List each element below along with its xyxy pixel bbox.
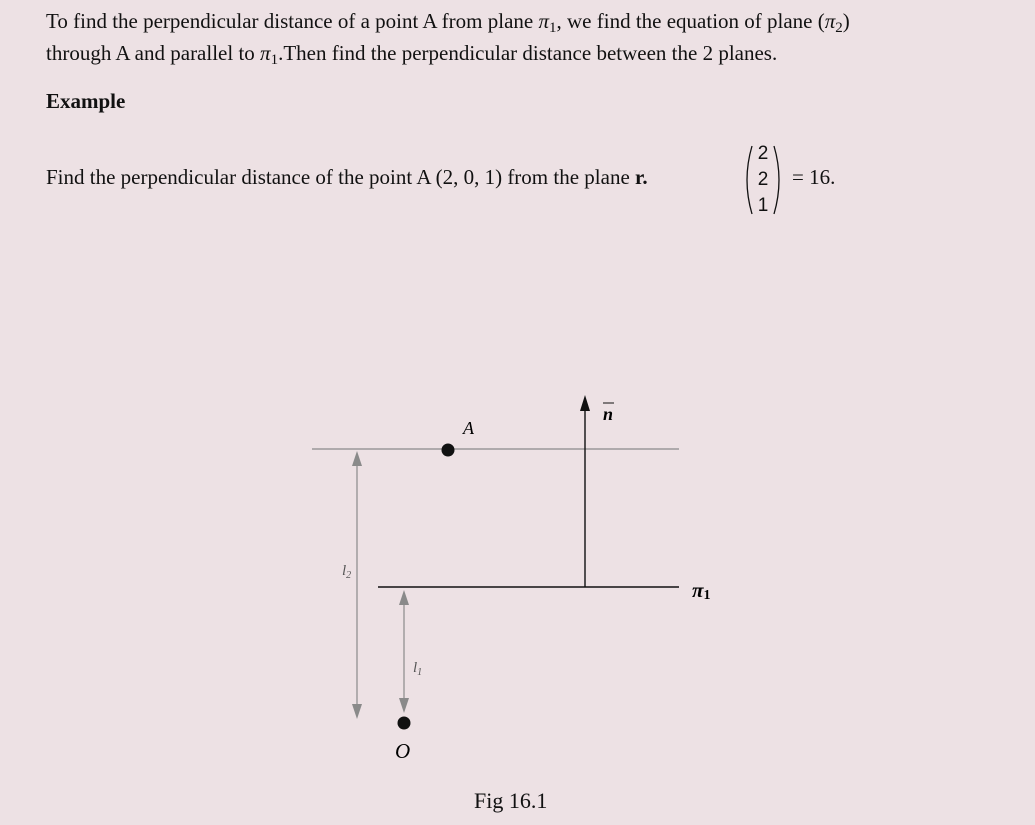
pi-subscript: 1 (549, 20, 557, 36)
pi-symbol: π (538, 9, 549, 33)
intro-text: .Then find the perpendicular distance between the 2 planes. (278, 41, 778, 65)
label-l2: $l_2$ (342, 563, 352, 581)
l2-arrowhead-up (352, 451, 362, 466)
l2-arrowhead-down (352, 704, 362, 719)
vector-entry: 2 (757, 143, 769, 164)
pi-symbol: π (824, 9, 836, 33)
example-heading: Example (46, 89, 126, 113)
label-A: A (463, 418, 474, 438)
intro-text: To find the perpendicular distance of a point A from plane (46, 9, 539, 33)
l1-arrowhead-down (399, 698, 409, 713)
l1-arrowhead-up (399, 590, 409, 605)
vector-entry: 1 (757, 195, 769, 216)
intro-text: ) (842, 9, 850, 33)
label-pi1: π1 (692, 578, 711, 603)
vector-r: r (635, 165, 643, 189)
intro-text: through A and parallel to (46, 41, 261, 65)
equation-rhs: = 16. (792, 165, 836, 189)
label-O: O (395, 739, 411, 763)
intro-text: , we find the equation of plane ( (556, 9, 825, 33)
pi-subscript: 2 (835, 20, 843, 36)
pi-symbol: π (260, 41, 271, 65)
label-l1: $l_1$ (413, 660, 423, 678)
dot-operator: . (642, 165, 648, 189)
vector-entry: 2 (757, 169, 769, 190)
label-n: n (603, 404, 614, 424)
problem-text: Find the perpendicular distance of the point A (2, 0, 1) from the plane (46, 165, 636, 189)
point-O (398, 717, 411, 730)
figure-caption: Fig 16.1 (474, 788, 548, 813)
normal-arrowhead (580, 395, 590, 411)
point-A (442, 444, 455, 457)
pi-subscript: 1 (270, 52, 279, 68)
